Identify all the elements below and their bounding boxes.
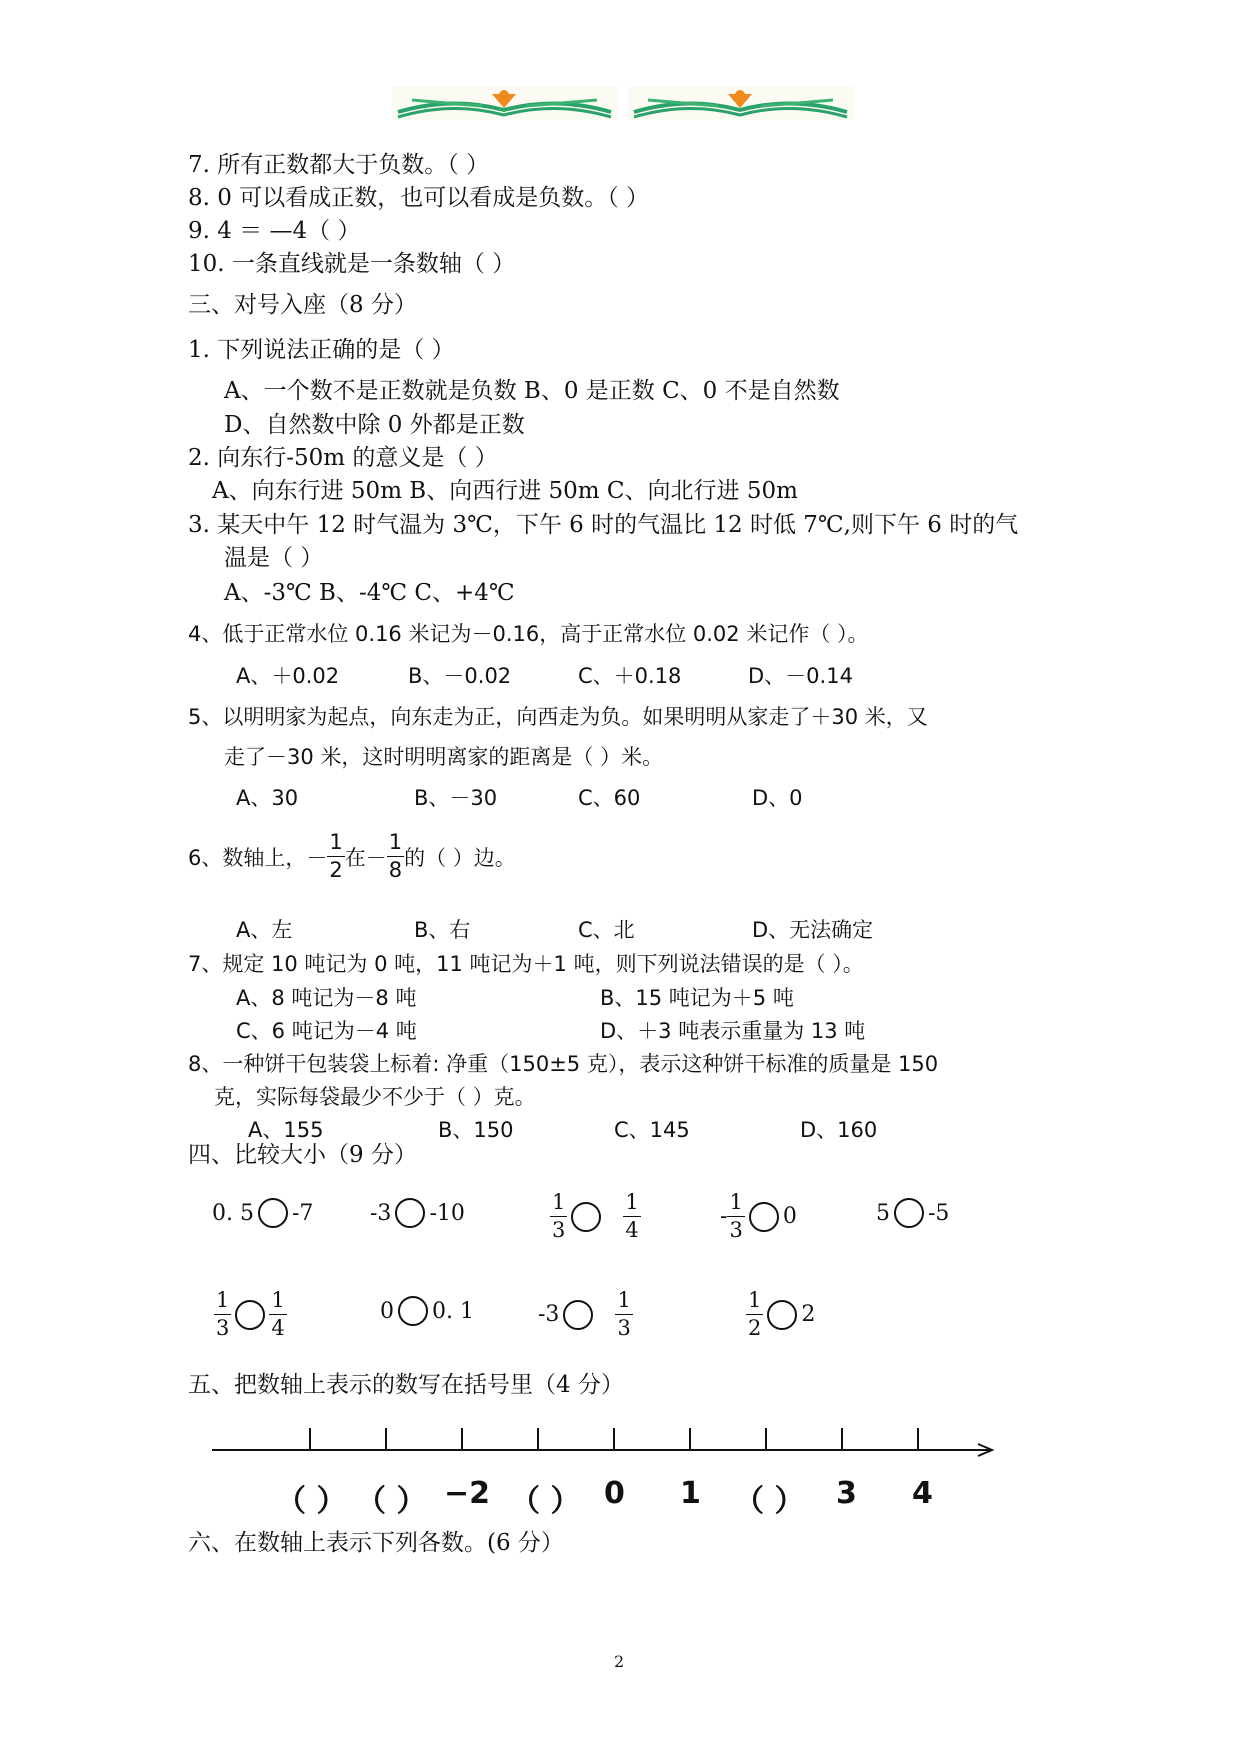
- q6-f2-num: 1: [388, 830, 403, 854]
- section-5-title: 五、把数轴上表示的数写在括号里（4 分）: [188, 1372, 624, 1398]
- fraction-denominator: 4: [625, 1218, 639, 1242]
- q8-stem-line1: 8、一种饼干包装袋上标着: 净重（150±5 克），表示这种饼干标准的质量是 150: [188, 1052, 939, 1076]
- q7-option-a: A、8 吨记为－8 吨: [236, 986, 417, 1010]
- axis-label-value: 3: [836, 1476, 857, 1511]
- compare-left: 5: [876, 1200, 890, 1226]
- tf-item-7: 7. 所有正数都大于负数。（ ）: [188, 152, 490, 178]
- axis-label-blank[interactable]: （ ）: [734, 1484, 805, 1519]
- compare-right: -10: [429, 1200, 465, 1226]
- q6-option-d: D、无法确定: [752, 918, 874, 942]
- q5-stem-line2: 走了－30 米，这时明明离家的距离是（ ）米。: [224, 745, 664, 769]
- fraction-numerator: 1: [625, 1190, 639, 1214]
- q6-option-b: B、右: [414, 918, 471, 942]
- axis-label-value: 4: [912, 1476, 933, 1511]
- q4-option-c: C、＋0.18: [578, 664, 682, 688]
- compare-circle[interactable]: [398, 1296, 428, 1326]
- compare-circle[interactable]: [767, 1300, 797, 1330]
- q4-option-a: A、＋0.02: [236, 664, 340, 688]
- q7-option-d: D、＋3 吨表示重量为 13 吨: [600, 1019, 866, 1043]
- compare-right: 0: [782, 1204, 797, 1229]
- axis-label-value: 0: [604, 1476, 625, 1511]
- q4-option-b: B、－0.02: [408, 664, 512, 688]
- number-line: [200, 1420, 1000, 1460]
- compare-r1-c2: [370, 1198, 465, 1228]
- axis-label-value: 1: [680, 1476, 701, 1511]
- compare-r1-c3: [550, 1192, 641, 1241]
- q8-option-c: C、145: [614, 1118, 690, 1142]
- header-logo-right: [628, 86, 853, 120]
- compare-circle[interactable]: [395, 1198, 425, 1228]
- compare-sign: -: [720, 1204, 728, 1229]
- tf-item-10: 10. 一条直线就是一条数轴（ ）: [188, 251, 516, 277]
- fraction-numerator: 1: [729, 1190, 743, 1214]
- compare-left: 0. 5: [212, 1200, 254, 1226]
- fraction-numerator: 1: [617, 1288, 631, 1312]
- fraction: [550, 1192, 567, 1241]
- q5-stem-line1: 5、以明明家为起点，向东走为正，向西走为负。如果明明从家走了＋30 米，又: [188, 705, 928, 729]
- compare-right: -7: [291, 1200, 314, 1226]
- q6-suffix: 的（ ）边。: [404, 845, 516, 870]
- q5-option-b: B、－30: [414, 786, 498, 810]
- q4-option-d: D、－0.14: [748, 664, 853, 688]
- fraction-denominator: 3: [552, 1218, 566, 1242]
- page-number: 2: [614, 1652, 625, 1671]
- q1-options-line2: D、自然数中除 0 外都是正数: [224, 412, 525, 438]
- section-3-title: 三、对号入座（8 分）: [188, 292, 417, 318]
- compare-r1-c5: [876, 1198, 949, 1228]
- axis-label-blank[interactable]: （ ）: [510, 1484, 581, 1519]
- fraction: [746, 1290, 763, 1339]
- q6-middle: 在－: [344, 845, 387, 870]
- q8-option-a: A、155: [248, 1118, 324, 1142]
- q5-option-d: D、0: [752, 786, 803, 810]
- fraction-denominator: 3: [617, 1316, 631, 1340]
- q6-fraction-1: [327, 832, 344, 881]
- compare-r2-c4: [746, 1290, 815, 1339]
- fraction: [623, 1192, 640, 1241]
- q8-option-d: D、160: [800, 1118, 878, 1142]
- compare-circle[interactable]: [571, 1202, 601, 1232]
- compare-circle[interactable]: [749, 1202, 779, 1232]
- q3-stem-line1: 3. 某天中午 12 时气温为 3℃，下午 6 时的气温比 12 时低 7℃,则下午 6 时的气: [188, 512, 1019, 538]
- q1-stem: 1. 下列说法正确的是（ ）: [188, 337, 455, 363]
- q6-option-a: A、左: [236, 918, 293, 942]
- q6-f1-den: 2: [329, 858, 343, 882]
- fraction: [269, 1290, 286, 1339]
- fraction-numerator: 1: [552, 1190, 566, 1214]
- q2-stem: 2. 向东行-50m 的意义是（ ）: [188, 445, 498, 471]
- fraction-numerator: 1: [216, 1288, 230, 1312]
- compare-circle[interactable]: [894, 1198, 924, 1228]
- compare-right: 0. 1: [432, 1298, 474, 1324]
- axis-label-blank[interactable]: （ ）: [356, 1484, 427, 1519]
- compare-circle[interactable]: [235, 1300, 265, 1330]
- fraction-denominator: 2: [748, 1316, 762, 1340]
- section-6-title: 六、在数轴上表示下列各数。(6 分）: [188, 1530, 564, 1556]
- q6-f2-den: 8: [388, 858, 403, 882]
- q6-prefix: 6、数轴上，－: [188, 845, 328, 870]
- compare-circle[interactable]: [563, 1300, 593, 1330]
- q8-option-b: B、150: [438, 1118, 514, 1142]
- fraction-denominator: 3: [216, 1316, 230, 1340]
- compare-right: 2: [801, 1302, 816, 1327]
- compare-left: -3: [538, 1302, 560, 1327]
- section-4-title: 四、比较大小（9 分）: [188, 1142, 417, 1168]
- fraction-numerator: 1: [271, 1288, 285, 1312]
- compare-r1-c4: [720, 1192, 797, 1241]
- q6-fraction-2: [387, 832, 404, 881]
- q7-option-c: C、6 吨记为－4 吨: [236, 1019, 417, 1043]
- fraction-numerator: 1: [748, 1288, 762, 1312]
- q6-stem: [188, 832, 516, 881]
- q4-stem: 4、低于正常水位 0.16 米记为－0.16，高于正常水位 0.02 米记作（ ）。: [188, 622, 869, 646]
- tf-item-8: 8. 0 可以看成正数，也可以看成是负数。（ ）: [188, 185, 650, 211]
- axis-label-blank[interactable]: （ ）: [276, 1484, 347, 1519]
- compare-r2-c2: [380, 1296, 474, 1326]
- compare-circle[interactable]: [258, 1198, 288, 1228]
- fraction: [214, 1290, 231, 1339]
- compare-r2-c1: [214, 1290, 287, 1339]
- q3-options: A、-3℃ B、-4℃ C、+4℃: [224, 580, 515, 606]
- fraction: [727, 1192, 744, 1241]
- q5-option-c: C、60: [578, 786, 641, 810]
- compare-left: 0: [380, 1298, 394, 1324]
- tf-item-9: 9. 4 ＝ —4（ ）: [188, 218, 361, 244]
- header-logo-left: [392, 86, 617, 120]
- q1-options-line1: A、一个数不是正数就是负数 B、0 是正数 C、0 不是自然数: [224, 378, 840, 404]
- fraction: [615, 1290, 632, 1339]
- q5-option-a: A、30: [236, 786, 299, 810]
- compare-right: -5: [928, 1200, 950, 1226]
- q2-options: A、向东行进 50m B、向西行进 50m C、向北行进 50m: [212, 478, 798, 504]
- q7-option-b: B、15 吨记为＋5 吨: [600, 986, 794, 1010]
- fraction-denominator: 3: [729, 1218, 743, 1242]
- q6-option-c: C、北: [578, 918, 635, 942]
- q6-f1-num: 1: [329, 830, 343, 854]
- compare-left: -3: [370, 1200, 392, 1226]
- fraction-denominator: 4: [271, 1316, 285, 1340]
- axis-label-value: −2: [444, 1476, 491, 1511]
- q8-stem-line2: 克，实际每袋最少不少于（ ）克。: [214, 1085, 536, 1109]
- compare-r2-c3: [538, 1290, 633, 1339]
- q7-stem: 7、规定 10 吨记为 0 吨，11 吨记为＋1 吨，则下列说法错误的是（ ）。: [188, 952, 864, 976]
- q3-stem-line2: 温是（ ）: [224, 545, 324, 571]
- compare-r1-c1: [212, 1198, 313, 1228]
